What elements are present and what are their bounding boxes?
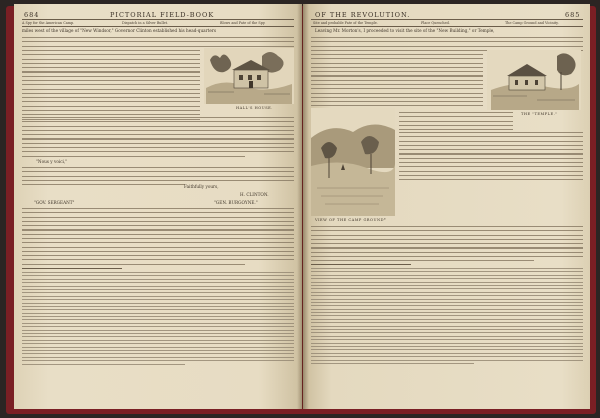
right-page <box>303 4 590 409</box>
left-opening-line: miles west of the village of "New Windsor," Governor Clinton established his head-quarters <box>22 28 216 33</box>
right-header-rule <box>311 19 583 20</box>
right-text-block-3 <box>399 112 513 133</box>
left-quote-nous-y: "Nous y voici," <box>36 159 68 164</box>
camp-ground-caption: VIEW OF THE CAMP GROUND* <box>315 218 387 222</box>
right-subhead-rule <box>311 26 583 27</box>
left-page-number: 684 <box>24 11 40 19</box>
left-page <box>14 4 302 409</box>
right-footnotes <box>311 268 583 366</box>
book-gutter <box>297 4 309 409</box>
right-running-head: OF THE REVOLUTION. <box>315 11 411 19</box>
left-clinton-signature: H. CLINTON. <box>240 192 269 197</box>
left-footnote-rule <box>22 268 122 269</box>
left-gov-sergeant: "GOV. SERGEANT" <box>34 200 75 205</box>
left-faithfully: Faithfully yours, <box>184 184 219 189</box>
left-subhead-rule <box>22 26 294 27</box>
left-header-rule <box>22 19 294 20</box>
right-subhead-1: Site and probable Fate of the Temple. <box>313 21 378 25</box>
left-running-head: PICTORIAL FIELD-BOOK <box>110 11 215 19</box>
right-page-number: 685 <box>565 11 581 19</box>
left-text-block-4 <box>22 167 294 188</box>
temple-caption: THE "TEMPLE." <box>521 112 558 116</box>
halls-house-caption: HALL'S HOUSE. <box>236 106 273 110</box>
right-text-block-4 <box>399 132 583 183</box>
camp-ground-illustration <box>311 108 395 216</box>
open-book <box>14 4 590 414</box>
left-subhead-2: Dispatch in a Silver Bullet. <box>122 21 169 25</box>
right-footnote-rule <box>311 264 411 265</box>
left-footnotes <box>22 272 294 367</box>
right-opening-line: Leaving Mr. Morton's, I proceeded to visit the site of the "New Building," or Temple, <box>315 28 495 33</box>
right-text-block-5 <box>311 226 583 265</box>
right-subhead-3: The Camp Ground and Vicinity. <box>505 21 559 25</box>
right-subhead-2: Place Quenched. <box>421 21 450 25</box>
left-subhead-1: A Spy for the American Camp. <box>22 21 75 25</box>
left-text-block-2 <box>22 50 200 123</box>
left-gen-burgoyne: "GEN. BURGOYNE." <box>214 200 258 205</box>
left-subhead-3: Blows and Fate of the Spy. <box>220 21 266 25</box>
left-text-block-5 <box>22 208 294 268</box>
left-text-block-3 <box>22 117 294 160</box>
temple-illustration <box>487 50 581 110</box>
halls-house-illustration <box>204 48 294 104</box>
right-text-block-2 <box>311 54 483 110</box>
